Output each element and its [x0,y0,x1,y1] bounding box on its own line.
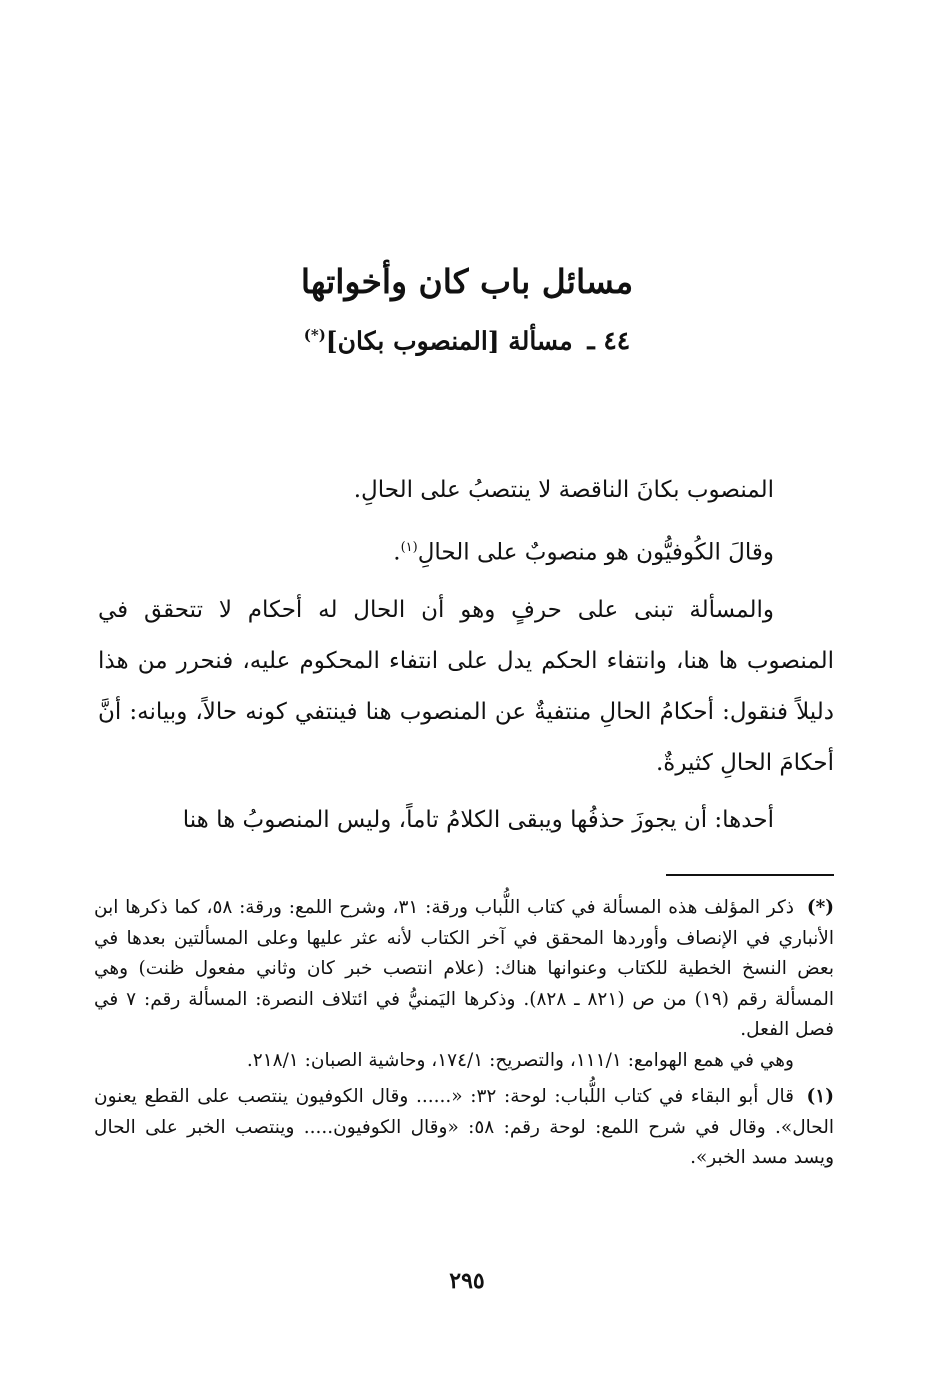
footnotes [94,893,834,1180]
footnote-divider [666,874,834,876]
page-number: ٢٩٥ [449,1268,485,1294]
paragraph-tail: . [393,539,401,566]
section-title-text: مسألة [المنصوب بكان] [325,326,573,356]
footnote-ref-1[interactable]: (١) [400,540,418,555]
chapter-title: مسائل باب كان وأخواتها [300,262,634,301]
footnote-1 [94,1082,834,1174]
paragraph-text: أحدها: أن يجوزَ حذفُها ويبقى الكلامُ تاماً، وليس المنصوبُ ها هنا [182,806,774,833]
footnote-marker: (١) [806,1086,834,1107]
paragraph-2 [98,522,834,579]
footnote-continuation: وهي في همع الهوامع: ١١١/١، والتصريح: ١٧٤/١، وحاشية الصبان: ٢١٨/١. [246,1049,794,1071]
footnote-star [94,893,834,1076]
section-number: ٤٤ ـ [587,326,631,356]
paragraph-3 [98,585,834,789]
paragraph-text: وقالَ الكُوفيُّون هو منصوبٌ على الحالِ [417,539,774,566]
paragraph-4 [98,795,834,846]
footnote-text: ذكر المؤلف هذه المسألة في كتاب اللُّباب ورقة: ٣١، وشرح اللمع: ورقة: ٥٨، كما ذكرها ابن الأنباري في الإنصاف وأوردها المحقق في آخر الكتاب لأنه عثر عليها وعلى المسألتين بعدها في بعض النسخ الخطية للكتاب وعنوانها هناك: (علام انتصب خبر كان وثاني مفعول ظنت) وهي المسألة رقم (١٩) من ص (٨٢١ ـ ٨٢٨). وذكرها اليَمنيُّ في ائتلاف النصرة: المسألة رقم: ٧ في فصل الفعل. [94,897,834,1040]
paragraph-text: والمسألة تبنى على حرفٍ وهو أن الحال له أحكام لا تتحقق في المنصوب ها هنا، وانتفاء الحكم يدل على انتفاء المحكوم عليه، فنحرر من هذا دليلاً فنقول: أحكامُ الحالِ منتفيةٌ عن المنصوب هنا فينتفي كونه حالاً، وبيانه: أنَّ أحكامَ الحالِ كثيرةٌ. [98,596,834,776]
footnote-marker: (*) [806,897,834,918]
paragraph-text: المنصوب بكانَ الناقصة لا ينتصبُ على الحالِ. [353,477,774,503]
paragraph-1 [98,465,834,516]
section-footnote-ref[interactable]: (*) [303,326,326,344]
footnote-text: قال أبو البقاء في كتاب اللُّباب: لوحة: ٣٢: «...... وقال الكوفيون ينتصب على القطع يعنون الحال». وقال في شرح اللمع: لوحة رقم: ٥٨: «وقال الكوفيون..... وينتصب الخبر على الحال ويسد مسد الخبر». [94,1086,834,1168]
body-text [98,465,834,852]
section-title [0,326,934,355]
